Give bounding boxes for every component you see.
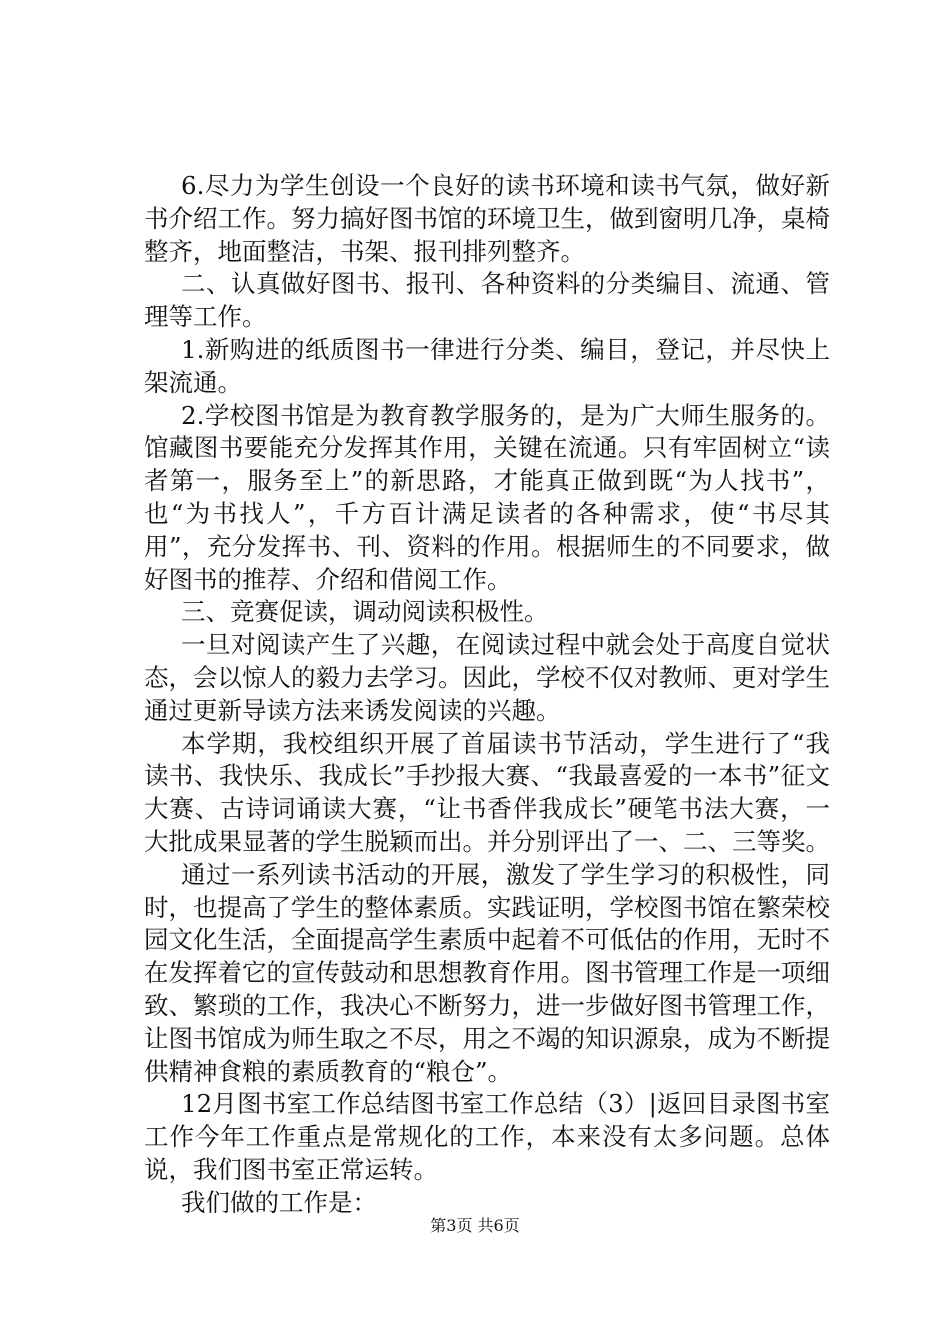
paragraph-1: 6.尽力为学生创设一个良好的读书环境和读书气氛，做好新书介绍工作。努力搞好图书馆的环境卫生，做到窗明几净，桌椅整齐，地面整洁，书架、报刊排列整齐。 — [144, 171, 830, 266]
paragraph-8: 通过一系列读书活动的开展，激发了学生学习的积极性，同时，也提高了学生的整体素质。实践证明，学校图书馆在繁荣校园文化生活，全面提高学生素质中起着不可低估的作用，无时不在发挥着它的宣传鼓动和思想教育作用。图书管理工作是一项细致、繁琐的工作，我决心不断努力，进一步做好图书管理工作，让图书馆成为师生取之不尽，用之不竭的知识源泉，成为不断提供精神食粮的素质教育的“粮仓”。 — [144, 859, 830, 1086]
page-number-label: 第3页 共6页 — [430, 1216, 520, 1235]
page-footer — [0, 1216, 950, 1236]
paragraph-4: 2.学校图书馆是为教育教学服务的，是为广大师生服务的。馆藏图书要能充分发挥其作用，关键在流通。只有牢固树立“读者第一，服务至上”的新思路，才能真正做到既“为人找书”，也“为书找人”，千方百计满足读者的各种需求，使“书尽其用”，充分发挥书、刊、资料的作用。根据师生的不同要求，做好图书的推荐、介绍和借阅工作。 — [144, 400, 830, 594]
paragraph-9: 12月图书室工作总结图书室工作总结（3）|返回目录图书室工作今年工作重点是常规化的工作，本来没有太多问题。总体说，我们图书室正常运转。 — [144, 1089, 830, 1184]
paragraph-2: 二、认真做好图书、报刊、各种资料的分类编目、流通、管理等工作。 — [144, 269, 830, 332]
paragraph-7: 本学期，我校组织开展了首届读书节活动，学生进行了“我读书、我快乐、我成长”手抄报大赛、“我最喜爱的一本书”征文大赛、古诗词诵读大赛，“让书香伴我成长”硬笔书法大赛，一大批成果显著的学生脱颖而出。并分别评出了一、二、三等奖。 — [144, 728, 830, 856]
paragraph-6: 一旦对阅读产生了兴趣，在阅读过程中就会处于高度自觉状态，会以惊人的毅力去学习。因此，学校不仅对教师、更对学生通过更新导读方法来诱发阅读的兴趣。 — [144, 630, 830, 725]
document-body — [144, 170, 830, 1220]
paragraph-10: 我们做的工作是： — [181, 1187, 377, 1217]
paragraph-5: 三、竞赛促读，调动阅读积极性。 — [181, 597, 549, 627]
paragraph-3: 1.新购进的纸质图书一律进行分类、编目，登记，并尽快上架流通。 — [144, 334, 830, 397]
